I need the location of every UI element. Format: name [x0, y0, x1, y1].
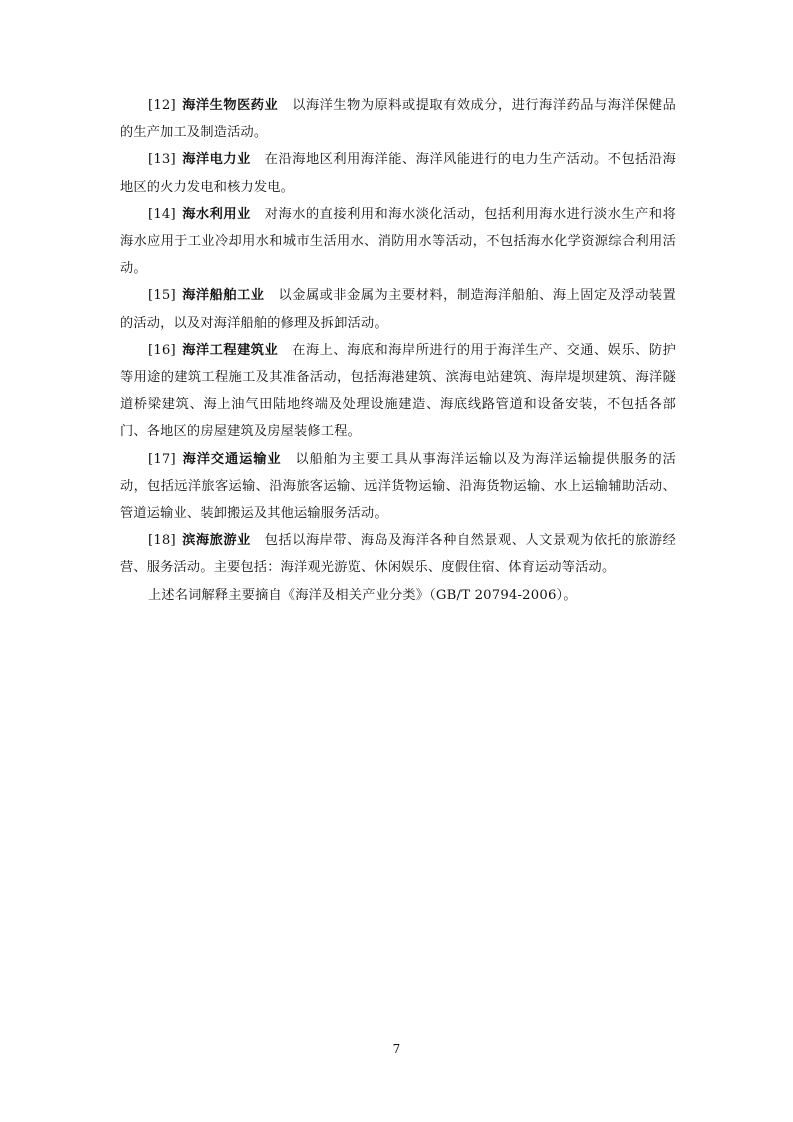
- entry-term: 海洋工程建筑业: [181, 342, 279, 358]
- definition-entry-17: [120, 446, 676, 528]
- entry-definition: 包括以海岸带、海岛及海洋各种自然景观、人文景观为依托的旅游经营、服务活动。主要包括：海洋观光游览、休闲娱乐、度假住宿、体育运动等活动。: [120, 533, 676, 576]
- definition-entry-16: [120, 337, 676, 446]
- entry-definition: 在海上、海底和海岸所进行的用于海洋生产、交通、娱乐、防护等用途的建筑工程施工及其准备活动，包括海港建筑、滨海电站建筑、海岸堤坝建筑、海洋隧道桥梁建筑、海上油气田陆地终端及处理设施建造、海底线路管道和设备安装，不包括各部门、各地区的房屋建筑及房屋装修工程。: [120, 342, 676, 440]
- entry-definition: 在沿海地区利用海洋能、海洋风能进行的电力生产活动。不包括沿海地区的火力发电和核力发电。: [120, 152, 676, 195]
- closing-note: 上述名词解释主要摘自《海洋及相关产业分类》（GB/T 20794-2006）。: [148, 587, 577, 603]
- page-number: 7: [392, 1042, 401, 1056]
- entry-definition: 对海水的直接利用和海水淡化活动，包括利用海水进行淡水生产和将海水应用于工业冷却用水和城市生活用水、消防用水等活动，不包括海水化学资源综合利用活动。: [120, 206, 676, 277]
- entry-term: 海洋生物医药业: [181, 98, 279, 113]
- entry-term: 海洋交通运输业: [181, 451, 282, 467]
- entry-definition: 以海洋生物为原料或提取有效成分，进行海洋药品与海洋保健品的生产加工及制造活动。: [120, 98, 676, 141]
- entry-definition: 以船舶为主要工具从事海洋运输以及为海洋运输提供服务的活动，包括远洋旅客运输、沿海旅客运输、远洋货物运输、沿海货物运输、水上运输辅助活动、管道运输业、装卸搬运及其他运输服务活动。: [120, 451, 676, 522]
- entry-term: 海洋船舶工业: [181, 288, 265, 304]
- entry-number: [14]: [148, 206, 176, 222]
- entry-number: [16]: [148, 342, 176, 358]
- definition-entry-14: [120, 201, 676, 283]
- entry-term: 滨海旅游业: [181, 533, 251, 549]
- entry-number: [15]: [148, 288, 176, 304]
- definitions-body: [120, 92, 676, 609]
- definition-entry-18: [120, 527, 676, 581]
- entry-number: [12]: [148, 98, 176, 113]
- entry-number: [18]: [148, 533, 176, 549]
- entry-number: [13]: [148, 152, 176, 168]
- entry-definition: 以金属或非金属为主要材料，制造海洋船舶、海上固定及浮动装置的活动，以及对海洋船舶的修理及拆卸活动。: [120, 288, 676, 331]
- definition-entry-13: [120, 146, 676, 200]
- entry-term: 海水利用业: [181, 206, 251, 222]
- definition-entry-15: [120, 282, 676, 336]
- entry-term: 海洋电力业: [181, 152, 251, 168]
- entry-number: [17]: [148, 451, 176, 467]
- definition-entry-12: [120, 92, 676, 146]
